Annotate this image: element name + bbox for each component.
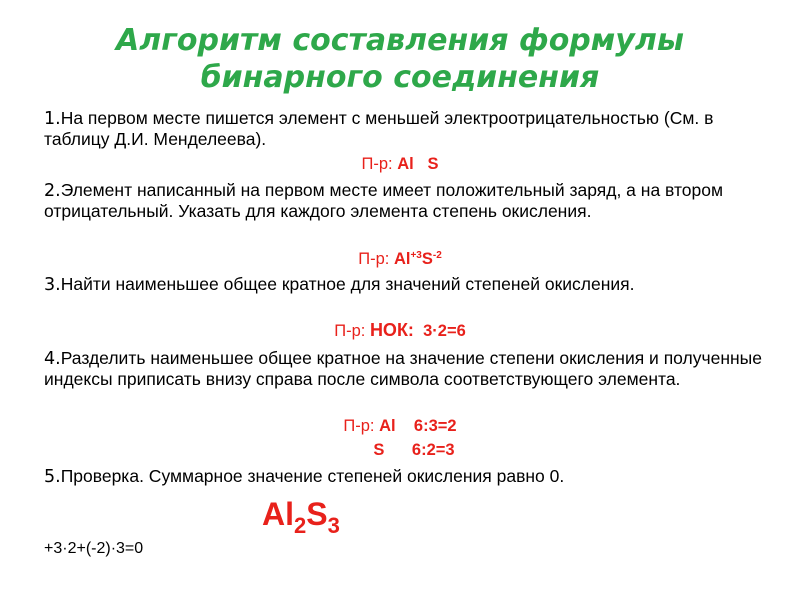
title-line-1: Алгоритм составления формулы bbox=[116, 23, 684, 58]
formula-element-2: S bbox=[306, 496, 328, 532]
example-4-line-2 bbox=[0, 440, 800, 460]
example-1 bbox=[0, 154, 800, 174]
example-2-element-2: S bbox=[421, 250, 433, 268]
example-2-oxidation-2: -2 bbox=[432, 250, 442, 261]
step-2-text: Элемент написанный на первом месте имеет положительный заряд, а на втором отрицательный. Указать для каждого элемента степень окисления. bbox=[44, 180, 723, 221]
example-3 bbox=[0, 320, 800, 341]
example-1-value: Al S bbox=[397, 155, 439, 173]
example-1-prefix: П-р: bbox=[361, 155, 398, 173]
step-3-text: Найти наименьшее общее кратное для значений степеней окисления. bbox=[60, 274, 635, 294]
step-1-text: На первом месте пишется элемент с меньшей электроотрицательностью (См. в таблицу Д.И. Менделеева). bbox=[44, 108, 714, 149]
example-2-element-1: Al bbox=[393, 250, 411, 268]
example-3-calc: 3·2=6 bbox=[413, 322, 466, 340]
example-2 bbox=[0, 246, 800, 269]
example-4-calc-1: Al 6:3=2 bbox=[379, 417, 457, 435]
title-line-2: бинарного соединения bbox=[200, 60, 600, 95]
example-2-prefix: П-р: bbox=[358, 250, 394, 268]
example-2-oxidation-1: +3 bbox=[410, 250, 422, 261]
example-3-label: НОК: bbox=[369, 320, 414, 340]
formula-index-1: 2 bbox=[294, 513, 307, 538]
step-3 bbox=[44, 274, 764, 295]
step-2 bbox=[44, 180, 764, 221]
check-expression: +3·2+(-2)·3=0 bbox=[44, 540, 144, 557]
formula-index-2: 3 bbox=[327, 513, 340, 538]
example-4-prefix: П-р: bbox=[343, 417, 380, 435]
step-5-text: Проверка. Суммарное значение степеней окисления равно 0. bbox=[60, 466, 565, 486]
result-formula bbox=[262, 494, 340, 546]
example-4-calc-2: S 6:2=3 bbox=[373, 441, 455, 459]
step-2-number: 2. bbox=[44, 181, 61, 201]
step-4-number: 4. bbox=[44, 349, 61, 369]
slide-title bbox=[0, 22, 800, 96]
step-3-number: 3. bbox=[44, 275, 61, 295]
example-3-prefix: П-р: bbox=[334, 322, 370, 340]
step-1-number: 1. bbox=[44, 109, 61, 129]
step-4-text: Разделить наименьшее общее кратное на значение степени окисления и полученные индексы приписать внизу справа после символа соответствующего элемента. bbox=[44, 348, 762, 389]
example-4-line-1 bbox=[0, 416, 800, 436]
formula-element-1: Al bbox=[262, 496, 294, 532]
step-5 bbox=[44, 466, 764, 487]
step-5-number: 5. bbox=[44, 467, 61, 487]
example-4 bbox=[0, 416, 800, 460]
step-4 bbox=[44, 348, 764, 389]
step-1 bbox=[44, 108, 764, 149]
